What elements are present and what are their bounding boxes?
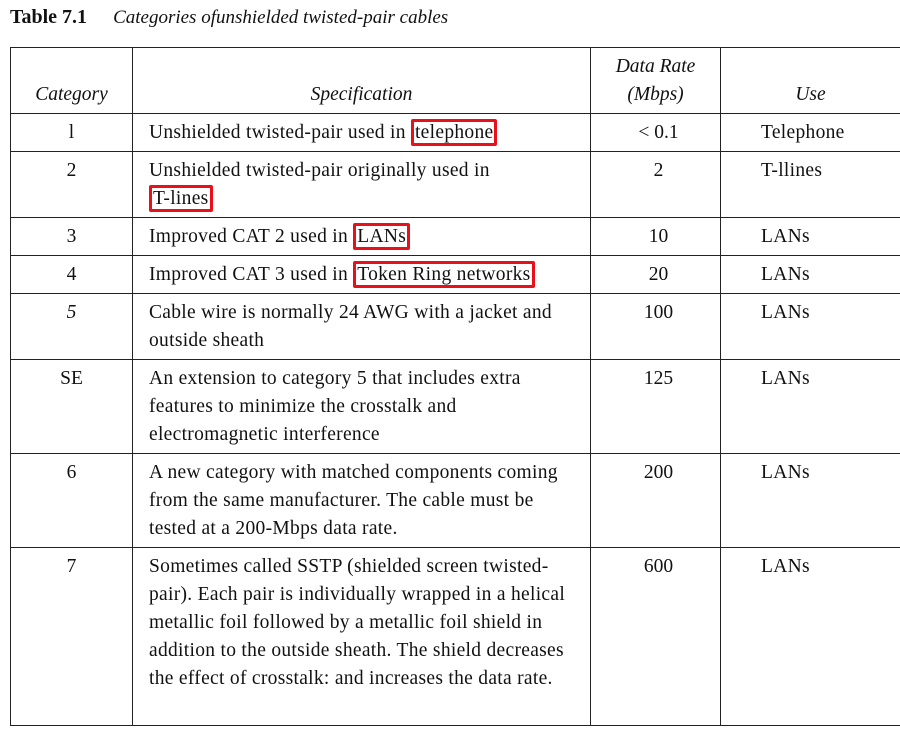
highlight-box: LANs	[353, 223, 410, 250]
category-cell: 3	[11, 218, 133, 256]
category-cell: 4	[11, 256, 133, 294]
use-cell: LANs	[721, 218, 900, 256]
table-row	[11, 548, 900, 726]
header-data-rate-line2: (Mbps)	[627, 84, 684, 105]
specification-cell: Sometimes called SSTP (shielded screen twisted-pair). Each pair is individually wrapped in a helical metallic foil followed by a metallic foil shield in addition to the outside sheath. The shield decreases the effect of crosstalk: and increases the data rate.	[133, 548, 591, 726]
category-cell: l	[11, 114, 133, 152]
data-rate-cell: 600	[591, 548, 721, 726]
use-cell: T-llines	[721, 152, 900, 218]
table-row	[11, 360, 900, 454]
header-row	[11, 48, 900, 114]
table-row	[11, 218, 900, 256]
specification-text: Improved CAT 2 used in	[149, 226, 354, 247]
highlight-box: telephone	[411, 119, 498, 146]
use-cell: LANs	[721, 294, 900, 360]
data-rate-cell: 200	[591, 454, 721, 548]
table-row	[11, 256, 900, 294]
cable-categories-table	[10, 47, 900, 726]
table-row	[11, 454, 900, 548]
data-rate-cell: 100	[591, 294, 721, 360]
use-cell: LANs	[721, 256, 900, 294]
use-cell: LANs	[721, 548, 900, 726]
highlight-box: T-lines	[149, 185, 213, 212]
highlight-box: Token Ring networks	[353, 261, 534, 288]
header-data-rate-line1: Data Rate	[615, 56, 696, 77]
table-title: Categories ofunshielded twisted-pair cables	[113, 7, 449, 28]
header-specification: Specification	[133, 48, 591, 114]
specification-text: Unshielded twisted-pair originally used in	[149, 160, 490, 181]
specification-cell	[133, 218, 591, 256]
data-rate-cell: 125	[591, 360, 721, 454]
specification-cell	[133, 152, 591, 218]
category-cell: 6	[11, 454, 133, 548]
specification-cell	[133, 256, 591, 294]
use-cell: LANs	[721, 360, 900, 454]
data-rate-cell: 20	[591, 256, 721, 294]
specification-cell: A new category with matched components coming from the same manufacturer. The cable must be tested at a 200-Mbps data rate.	[133, 454, 591, 548]
table-row	[11, 294, 900, 360]
use-cell: Telephone	[721, 114, 900, 152]
specification-cell: An extension to category 5 that includes extra features to minimize the crosstalk and electromagnetic interference	[133, 360, 591, 454]
category-cell: SE	[11, 360, 133, 454]
data-rate-cell: < 0.1	[591, 114, 721, 152]
table-number: Table 7.1	[10, 6, 88, 28]
header-data-rate	[591, 48, 721, 114]
specification-text: Unshielded twisted-pair used in	[149, 122, 411, 143]
table-row	[11, 114, 900, 152]
table-caption	[10, 6, 448, 30]
use-cell: LANs	[721, 454, 900, 548]
data-rate-cell: 2	[591, 152, 721, 218]
data-rate-cell: 10	[591, 218, 721, 256]
specification-cell: Cable wire is normally 24 AWG with a jacket and outside sheath	[133, 294, 591, 360]
category-cell: 5	[11, 294, 133, 360]
specification-text: Improved CAT 3 used in	[149, 264, 354, 285]
category-cell: 7	[11, 548, 133, 726]
category-cell: 2	[11, 152, 133, 218]
table-row	[11, 152, 900, 218]
header-category: Category	[11, 48, 133, 114]
specification-cell	[133, 114, 591, 152]
header-use: Use	[721, 48, 900, 114]
